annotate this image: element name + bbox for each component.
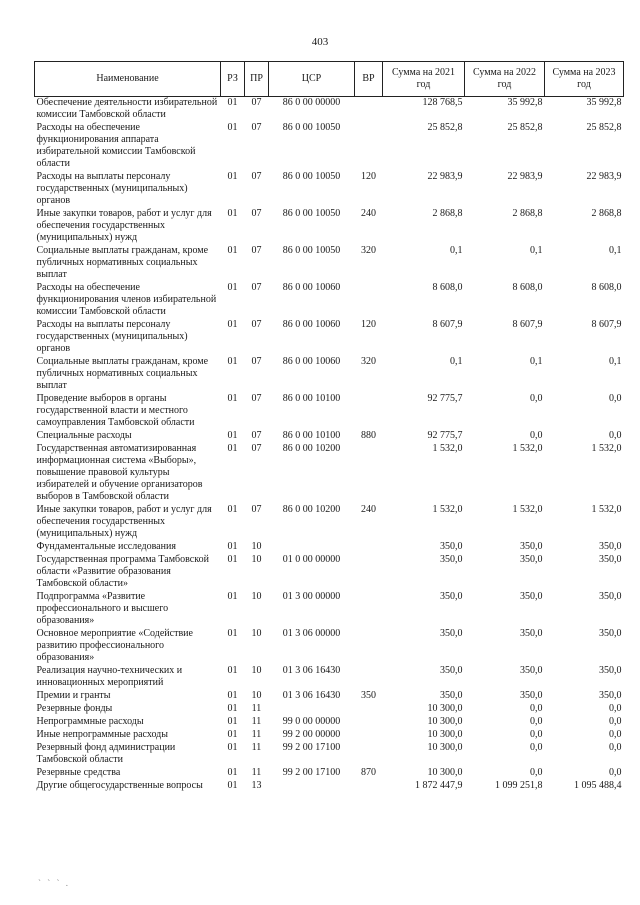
table-row xyxy=(35,703,624,716)
header-sum-2023: Сумма на 2023 год xyxy=(545,62,624,97)
row-csr: 86 0 00 10050 xyxy=(282,171,341,182)
header-csr: ЦСР xyxy=(269,62,355,97)
row-vr: 320 xyxy=(361,356,376,367)
row-pr: 10 xyxy=(251,690,262,701)
row-name: Расходы на выплаты персоналу государственных (муниципальных) органов xyxy=(36,319,188,354)
row-sum-2021: 350,0 xyxy=(440,591,463,602)
row-rz: 01 xyxy=(227,628,238,639)
row-rz: 01 xyxy=(227,591,238,602)
row-rz: 01 xyxy=(227,208,238,219)
header-vr: ВР xyxy=(355,62,383,97)
row-sum-2021: 10 300,0 xyxy=(427,703,463,714)
row-vr xyxy=(355,780,383,793)
row-sum-2022: 1 099 251,8 xyxy=(495,780,543,791)
row-sum-2023: 350,0 xyxy=(599,690,622,701)
row-rz: 01 xyxy=(227,690,238,701)
row-csr: 86 0 00 10060 xyxy=(282,319,341,330)
table-row xyxy=(35,541,624,554)
row-rz: 01 xyxy=(227,430,238,441)
row-vr xyxy=(355,122,383,171)
row-csr: 01 3 06 00000 xyxy=(282,628,341,639)
table-row xyxy=(35,245,624,282)
row-sum-2021: 10 300,0 xyxy=(427,742,463,753)
budget-table xyxy=(34,61,624,793)
row-csr: 01 3 00 00000 xyxy=(282,591,341,602)
row-sum-2022: 350,0 xyxy=(520,554,543,565)
header-sum-2021: Сумма на 2021 год xyxy=(383,62,465,97)
row-sum-2022: 0,0 xyxy=(530,703,543,714)
row-csr: 99 2 00 00000 xyxy=(282,729,341,740)
table-row xyxy=(35,443,624,504)
row-rz: 01 xyxy=(227,443,238,454)
table-row xyxy=(35,430,624,443)
row-sum-2022: 0,0 xyxy=(530,430,543,441)
row-csr: 86 0 00 10100 xyxy=(282,430,341,441)
row-name: Фундаментальные исследования xyxy=(36,541,176,552)
table-row xyxy=(35,780,624,793)
row-vr: 870 xyxy=(361,767,376,778)
row-pr: 07 xyxy=(251,319,262,330)
row-rz: 01 xyxy=(227,319,238,330)
row-vr xyxy=(355,742,383,767)
table-row xyxy=(35,665,624,690)
row-sum-2022: 0,0 xyxy=(530,742,543,753)
row-name: Иные закупки товаров, работ и услуг для обеспечения государственных (муниципальных) нужд xyxy=(36,208,212,243)
row-sum-2023: 0,1 xyxy=(609,356,622,367)
row-sum-2023: 25 852,8 xyxy=(586,122,622,133)
row-pr: 07 xyxy=(251,393,262,404)
row-csr: 99 0 00 00000 xyxy=(282,716,341,727)
row-sum-2023: 1 532,0 xyxy=(591,443,622,454)
row-sum-2022: 8 608,0 xyxy=(512,282,543,293)
row-csr: 86 0 00 10060 xyxy=(282,356,341,367)
row-sum-2022: 0,1 xyxy=(530,245,543,256)
row-rz: 01 xyxy=(227,97,238,108)
row-rz: 01 xyxy=(227,554,238,565)
row-pr: 10 xyxy=(251,628,262,639)
table-row xyxy=(35,690,624,703)
row-name: Непрограммные расходы xyxy=(36,716,144,727)
header-rz: РЗ xyxy=(221,62,245,97)
row-name: Основное мероприятие «Содействие развитию профессионального образования» xyxy=(36,628,193,663)
row-csr: 86 0 00 10050 xyxy=(282,245,341,256)
row-pr: 07 xyxy=(251,443,262,454)
row-name: Государственная автоматизированная информационная система «Выборы», повышение правовой культуры избирателей и обучение организаторов выборов в Тамбовской области xyxy=(36,443,203,502)
row-vr xyxy=(355,716,383,729)
row-sum-2021: 8 608,0 xyxy=(432,282,463,293)
row-vr xyxy=(355,703,383,716)
row-name: Специальные расходы xyxy=(36,430,132,441)
row-pr: 07 xyxy=(251,282,262,293)
row-sum-2022: 350,0 xyxy=(520,591,543,602)
row-sum-2023: 0,0 xyxy=(609,729,622,740)
row-vr xyxy=(355,554,383,591)
row-sum-2023: 2 868,8 xyxy=(591,208,622,219)
row-csr: 86 0 00 10200 xyxy=(282,504,341,515)
row-sum-2021: 10 300,0 xyxy=(427,729,463,740)
row-vr: 120 xyxy=(361,171,376,182)
row-name: Социальные выплаты гражданам, кроме публичных нормативных социальных выплат xyxy=(36,245,209,280)
row-rz: 01 xyxy=(227,780,238,791)
row-pr: 13 xyxy=(251,780,262,791)
row-name: Реализация научно-технических и инновационных мероприятий xyxy=(36,665,183,688)
row-csr: 01 3 06 16430 xyxy=(282,665,341,676)
row-name: Резервные фонды xyxy=(36,703,113,714)
row-sum-2021: 10 300,0 xyxy=(427,716,463,727)
row-vr: 320 xyxy=(361,245,376,256)
row-vr: 240 xyxy=(361,208,376,219)
table-row xyxy=(35,282,624,319)
table-row xyxy=(35,767,624,780)
table-body xyxy=(35,97,624,794)
row-csr: 86 0 00 10060 xyxy=(282,282,341,293)
row-vr: 350 xyxy=(361,690,376,701)
row-sum-2021: 2 868,8 xyxy=(432,208,463,219)
row-sum-2021: 22 983,9 xyxy=(427,171,463,182)
row-csr: 01 3 06 16430 xyxy=(282,690,341,701)
row-sum-2021: 350,0 xyxy=(440,628,463,639)
row-csr: 86 0 00 10050 xyxy=(282,208,341,219)
row-vr xyxy=(355,628,383,665)
row-vr xyxy=(355,541,383,554)
row-rz: 01 xyxy=(227,716,238,727)
row-sum-2023: 0,0 xyxy=(609,767,622,778)
scan-mark: ` ` ` . xyxy=(38,878,70,888)
row-sum-2023: 0,0 xyxy=(609,393,622,404)
row-pr: 10 xyxy=(251,591,262,602)
table-row xyxy=(35,729,624,742)
row-name: Обеспечение деятельности избирательной комиссии Тамбовской области xyxy=(36,97,218,120)
row-sum-2023: 350,0 xyxy=(599,591,622,602)
row-name: Проведение выборов в органы государственной власти и местного самоуправления Тамбовской области xyxy=(36,393,195,428)
row-pr: 07 xyxy=(251,504,262,515)
row-sum-2023: 35 992,8 xyxy=(586,97,622,108)
row-rz: 01 xyxy=(227,245,238,256)
table-row xyxy=(35,208,624,245)
row-rz: 01 xyxy=(227,171,238,182)
row-pr: 11 xyxy=(251,716,262,727)
row-sum-2023: 350,0 xyxy=(599,628,622,639)
row-sum-2023: 8 607,9 xyxy=(591,319,622,330)
row-sum-2022: 22 983,9 xyxy=(507,171,543,182)
row-name: Резервный фонд администрации Тамбовской области xyxy=(36,742,176,765)
row-sum-2021: 350,0 xyxy=(440,665,463,676)
table-row xyxy=(35,319,624,356)
table-row xyxy=(35,393,624,430)
row-sum-2022: 0,0 xyxy=(530,716,543,727)
row-csr: 86 0 00 10100 xyxy=(282,393,341,404)
row-csr: 86 0 00 00000 xyxy=(282,97,341,108)
row-name: Государственная программа Тамбовской области «Развитие образования Тамбовской области» xyxy=(36,554,209,589)
row-sum-2021: 25 852,8 xyxy=(427,122,463,133)
row-sum-2022: 0,1 xyxy=(530,356,543,367)
row-sum-2022: 0,0 xyxy=(530,767,543,778)
row-sum-2023: 22 983,9 xyxy=(586,171,622,182)
row-csr: 86 0 00 10050 xyxy=(282,122,341,133)
row-csr: 86 0 00 10200 xyxy=(282,443,341,454)
row-rz: 01 xyxy=(227,282,238,293)
row-sum-2022: 25 852,8 xyxy=(507,122,543,133)
row-sum-2022: 8 607,9 xyxy=(512,319,543,330)
row-vr: 240 xyxy=(361,504,376,515)
table-row xyxy=(35,554,624,591)
row-pr: 07 xyxy=(251,245,262,256)
row-name: Подпрограмма «Развитие профессионального и высшего образования» xyxy=(36,591,169,626)
row-sum-2023: 1 532,0 xyxy=(591,504,622,515)
row-sum-2022: 350,0 xyxy=(520,690,543,701)
row-pr: 10 xyxy=(251,665,262,676)
row-sum-2022: 1 532,0 xyxy=(512,443,543,454)
table-row xyxy=(35,742,624,767)
row-pr: 07 xyxy=(251,97,262,108)
row-sum-2023: 0,0 xyxy=(609,703,622,714)
row-csr xyxy=(269,780,355,793)
row-rz: 01 xyxy=(227,703,238,714)
row-vr xyxy=(355,393,383,430)
row-sum-2023: 1 095 488,4 xyxy=(574,780,622,791)
row-vr: 120 xyxy=(361,319,376,330)
row-pr: 07 xyxy=(251,171,262,182)
row-sum-2023: 8 608,0 xyxy=(591,282,622,293)
row-sum-2021: 350,0 xyxy=(440,541,463,552)
row-sum-2022: 350,0 xyxy=(520,541,543,552)
row-sum-2022: 1 532,0 xyxy=(512,504,543,515)
row-rz: 01 xyxy=(227,393,238,404)
row-rz: 01 xyxy=(227,356,238,367)
row-rz: 01 xyxy=(227,122,238,133)
header-name: Наименование xyxy=(35,62,221,97)
row-sum-2023: 350,0 xyxy=(599,554,622,565)
page-number: 403 xyxy=(311,36,329,48)
header-pr: ПР xyxy=(245,62,269,97)
row-sum-2022: 350,0 xyxy=(520,665,543,676)
table-row xyxy=(35,122,624,171)
row-sum-2023: 350,0 xyxy=(599,541,622,552)
row-rz: 01 xyxy=(227,729,238,740)
row-sum-2021: 1 872 447,9 xyxy=(415,780,463,791)
table-row xyxy=(35,171,624,208)
row-rz: 01 xyxy=(227,742,238,753)
table-row xyxy=(35,504,624,541)
row-name: Расходы на выплаты персоналу государственных (муниципальных) органов xyxy=(36,171,188,206)
row-sum-2021: 10 300,0 xyxy=(427,767,463,778)
row-sum-2023: 0,0 xyxy=(609,742,622,753)
row-sum-2022: 350,0 xyxy=(520,628,543,639)
row-pr: 11 xyxy=(251,767,262,778)
row-sum-2021: 1 532,0 xyxy=(432,504,463,515)
row-sum-2023: 0,0 xyxy=(609,430,622,441)
row-sum-2022: 0,0 xyxy=(530,393,543,404)
table-row xyxy=(35,97,624,123)
row-sum-2021: 0,1 xyxy=(450,245,463,256)
row-rz: 01 xyxy=(227,767,238,778)
row-csr: 01 0 00 00000 xyxy=(282,554,341,565)
row-name: Премии и гранты xyxy=(36,690,111,701)
row-vr xyxy=(355,97,383,123)
row-pr: 11 xyxy=(251,742,262,753)
table-row xyxy=(35,716,624,729)
row-csr xyxy=(269,703,355,716)
row-name: Расходы на обеспечение функционирования членов избирательной комиссии Тамбовской области xyxy=(36,282,217,317)
row-vr xyxy=(355,443,383,504)
row-sum-2021: 92 775,7 xyxy=(427,430,463,441)
row-pr: 10 xyxy=(251,541,262,552)
row-pr: 07 xyxy=(251,356,262,367)
row-vr xyxy=(355,665,383,690)
row-sum-2022: 35 992,8 xyxy=(507,97,543,108)
row-name: Иные непрограммные расходы xyxy=(36,729,168,740)
row-sum-2023: 0,0 xyxy=(609,716,622,727)
row-name: Расходы на обеспечение функционирования аппарата избирательной комиссии Тамбовской области xyxy=(36,122,196,169)
row-pr: 07 xyxy=(251,430,262,441)
row-csr: 99 2 00 17100 xyxy=(282,742,341,753)
row-sum-2021: 350,0 xyxy=(440,554,463,565)
row-sum-2021: 128 768,5 xyxy=(422,97,463,108)
table-row xyxy=(35,628,624,665)
row-sum-2021: 1 532,0 xyxy=(432,443,463,454)
row-pr: 11 xyxy=(251,703,262,714)
row-sum-2023: 0,1 xyxy=(609,245,622,256)
row-sum-2021: 92 775,7 xyxy=(427,393,463,404)
row-vr: 880 xyxy=(361,430,376,441)
row-pr: 11 xyxy=(251,729,262,740)
row-name: Другие общегосударственные вопросы xyxy=(36,780,203,791)
table-row xyxy=(35,591,624,628)
row-sum-2022: 0,0 xyxy=(530,729,543,740)
row-sum-2022: 2 868,8 xyxy=(512,208,543,219)
row-pr: 10 xyxy=(251,554,262,565)
row-name: Резервные средства xyxy=(36,767,121,778)
row-sum-2021: 0,1 xyxy=(450,356,463,367)
row-name: Социальные выплаты гражданам, кроме публичных нормативных социальных выплат xyxy=(36,356,209,391)
row-vr xyxy=(355,729,383,742)
row-vr xyxy=(355,282,383,319)
row-rz: 01 xyxy=(227,541,238,552)
row-rz: 01 xyxy=(227,665,238,676)
row-rz: 01 xyxy=(227,504,238,515)
table-row xyxy=(35,356,624,393)
table-header-row xyxy=(35,62,624,97)
row-csr: 99 2 00 17100 xyxy=(282,767,341,778)
row-sum-2021: 8 607,9 xyxy=(432,319,463,330)
row-pr: 07 xyxy=(251,208,262,219)
row-sum-2023: 350,0 xyxy=(599,665,622,676)
row-pr: 07 xyxy=(251,122,262,133)
row-csr xyxy=(269,541,355,554)
row-sum-2021: 350,0 xyxy=(440,690,463,701)
header-sum-2022: Сумма на 2022 год xyxy=(465,62,545,97)
row-vr xyxy=(355,591,383,628)
row-name: Иные закупки товаров, работ и услуг для обеспечения государственных (муниципальных) нужд xyxy=(36,504,212,539)
